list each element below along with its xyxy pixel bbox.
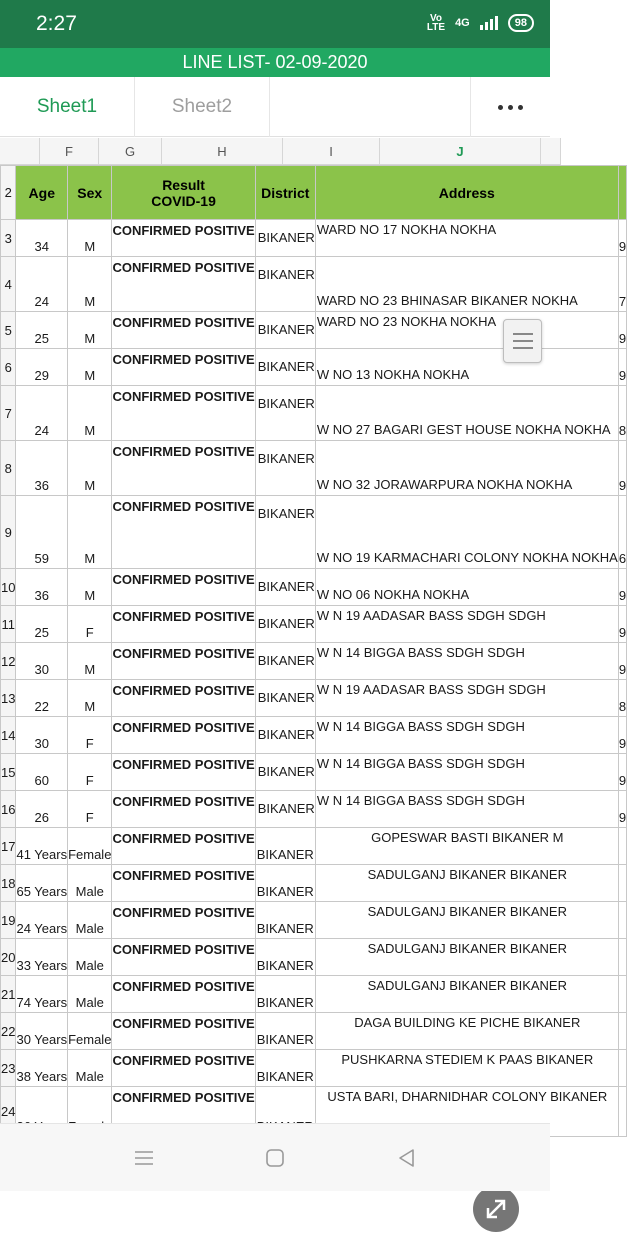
header-address[interactable]: Address	[315, 166, 618, 220]
cell-address[interactable]: W N 14 BIGGA BASS SDGH SDGH	[315, 643, 618, 680]
cell-sex[interactable]: Male	[68, 976, 112, 1013]
row-number[interactable]: 19	[1, 902, 16, 939]
column-header-bar	[0, 138, 560, 165]
row-number[interactable]: 15	[1, 754, 16, 791]
cell-district[interactable]: BIKANER	[255, 865, 315, 902]
cell-k[interactable]: 6	[618, 496, 626, 569]
cell-sex[interactable]: M	[68, 643, 112, 680]
table-row	[1, 865, 627, 902]
row-number[interactable]: 21	[1, 976, 16, 1013]
column-header-i[interactable]: I	[283, 138, 380, 165]
cell-sex[interactable]: Male	[68, 939, 112, 976]
row-number[interactable]: 11	[1, 606, 16, 643]
tab-sheet1[interactable]: Sheet1	[0, 77, 135, 137]
cell-result[interactable]: CONFIRMED POSITIVE	[112, 902, 255, 939]
more-dots-icon[interactable]	[470, 77, 550, 137]
cell-result[interactable]: CONFIRMED POSITIVE	[112, 717, 255, 754]
cell-address[interactable]: W NO 19 KARMACHARI COLONY NOKHA NOKHA	[315, 496, 618, 569]
cell-address[interactable]: WARD NO 23 NOKHA NOKHA	[315, 312, 618, 349]
cell-district[interactable]: BIKANER	[255, 791, 315, 828]
row-number[interactable]: 18	[1, 865, 16, 902]
row-number[interactable]: 17	[1, 828, 16, 865]
cell-district[interactable]: BIKANER	[255, 976, 315, 1013]
row-number[interactable]: 23	[1, 1050, 16, 1087]
cell-sex[interactable]: M	[68, 312, 112, 349]
table-row	[1, 717, 627, 754]
cell-district[interactable]: BIKANER	[255, 902, 315, 939]
table-row	[1, 386, 627, 441]
cell-age[interactable]: 74 Years	[16, 976, 68, 1013]
cell-result[interactable]: CONFIRMED POSITIVE	[112, 257, 255, 312]
table-row	[1, 976, 627, 1013]
cell-sex[interactable]: M	[68, 441, 112, 496]
cell-address[interactable]: PUSHKARNA STEDIEM K PAAS BIKANER	[315, 1050, 618, 1087]
cell-district[interactable]: BIKANER	[255, 386, 315, 441]
cell-district[interactable]: BIKANER	[255, 441, 315, 496]
navigation-bar	[0, 1123, 550, 1191]
row-number[interactable]: 10	[1, 569, 16, 606]
row-number[interactable]: 22	[1, 1013, 16, 1050]
cell-address[interactable]: W N 14 BIGGA BASS SDGH SDGH	[315, 791, 618, 828]
cell-k[interactable]: 8	[618, 386, 626, 441]
table-row	[1, 1013, 627, 1050]
table-row	[1, 496, 627, 569]
sheet-table	[0, 165, 627, 1137]
cell-age[interactable]: 36	[16, 569, 68, 606]
cell-sex[interactable]: F	[68, 717, 112, 754]
cell-district[interactable]: BIKANER	[255, 257, 315, 312]
document-title: LINE LIST- 02-09-2020	[0, 48, 550, 77]
cell-result[interactable]: CONFIRMED POSITIVE	[112, 496, 255, 569]
cell-sex[interactable]: Male	[68, 865, 112, 902]
cell-sex[interactable]: M	[68, 220, 112, 257]
cell-district[interactable]: BIKANER	[255, 1013, 315, 1050]
cell-result[interactable]: CONFIRMED POSITIVE	[112, 606, 255, 643]
expand-arrows-icon[interactable]	[473, 1186, 519, 1232]
cell-result[interactable]: CONFIRMED POSITIVE	[112, 976, 255, 1013]
back-nav-icon[interactable]	[376, 1124, 436, 1192]
cell-age[interactable]: 30	[16, 643, 68, 680]
cell-age[interactable]: 24	[16, 257, 68, 312]
cell-k[interactable]: 9	[618, 717, 626, 754]
signal-icon	[480, 16, 498, 30]
cell-sex[interactable]: M	[68, 496, 112, 569]
cell-address[interactable]: GOPESWAR BASTI BIKANER M	[315, 828, 618, 865]
cell-result[interactable]: CONFIRMED POSITIVE	[112, 1087, 255, 1137]
table-row	[1, 939, 627, 976]
cell-address[interactable]: W N 19 AADASAR BASS SDGH SDGH	[315, 606, 618, 643]
cell-district[interactable]: BIKANER	[255, 754, 315, 791]
cell-age[interactable]: 26	[16, 791, 68, 828]
row-number[interactable]: 3	[1, 220, 16, 257]
column-header-g[interactable]: G	[99, 138, 162, 165]
cell-address[interactable]: DAGA BUILDING KE PICHE BIKANER	[315, 1013, 618, 1050]
corner-cell[interactable]	[0, 138, 40, 165]
row-number[interactable]: 5	[1, 312, 16, 349]
column-header-h[interactable]: H	[162, 138, 283, 165]
cell-sex[interactable]: M	[68, 349, 112, 386]
cell-result[interactable]: CONFIRMED POSITIVE	[112, 441, 255, 496]
cell-address[interactable]: WARD NO 17 NOKHA NOKHA	[315, 220, 618, 257]
cell-k[interactable]: 7	[618, 257, 626, 312]
cell-k[interactable]: 9	[618, 441, 626, 496]
cell-k[interactable]: 9	[618, 349, 626, 386]
cell-address[interactable]: W NO 32 JORAWARPURA NOKHA NOKHA	[315, 441, 618, 496]
cell-address[interactable]: W N 14 BIGGA BASS SDGH SDGH	[315, 717, 618, 754]
table-row	[1, 828, 627, 865]
cell-result[interactable]: CONFIRMED POSITIVE	[112, 754, 255, 791]
table-row	[1, 643, 627, 680]
cell-age[interactable]: 38 Years	[16, 1050, 68, 1087]
cell-sex[interactable]: Female	[68, 828, 112, 865]
home-nav-icon[interactable]	[245, 1124, 305, 1192]
cell-age[interactable]: 60	[16, 754, 68, 791]
table-row	[1, 257, 627, 312]
cell-sex[interactable]: M	[68, 257, 112, 312]
table-row	[1, 441, 627, 496]
row-number[interactable]: 13	[1, 680, 16, 717]
status-time: 2:27	[36, 12, 77, 35]
cell-district[interactable]: BIKANER	[255, 828, 315, 865]
row-number[interactable]: 14	[1, 717, 16, 754]
cell-k[interactable]: 9	[618, 220, 626, 257]
cell-district[interactable]: BIKANER	[255, 496, 315, 569]
cell-age[interactable]: 59	[16, 496, 68, 569]
cell-result[interactable]: CONFIRMED POSITIVE	[112, 1050, 255, 1087]
cell-result[interactable]: CONFIRMED POSITIVE	[112, 220, 255, 257]
cell-result[interactable]: CONFIRMED POSITIVE	[112, 828, 255, 865]
cell-k[interactable]	[618, 865, 626, 902]
cell-sex[interactable]: M	[68, 569, 112, 606]
cell-address[interactable]: W NO 06 NOKHA NOKHA	[315, 569, 618, 606]
cell-district[interactable]: BIKANER	[255, 680, 315, 717]
cell-district[interactable]: BIKANER	[255, 569, 315, 606]
column-header-j[interactable]: J	[380, 138, 541, 165]
cell-district[interactable]: BIKANER	[255, 349, 315, 386]
cell-sex[interactable]: F	[68, 754, 112, 791]
cell-district[interactable]: BIKANER	[255, 939, 315, 976]
cell-result[interactable]: CONFIRMED POSITIVE	[112, 569, 255, 606]
cell-address[interactable]: SADULGANJ BIKANER BIKANER	[315, 902, 618, 939]
header-sex[interactable]: Sex	[68, 166, 112, 220]
column-header-k[interactable]	[541, 138, 561, 165]
cell-age[interactable]: 22	[16, 680, 68, 717]
cell-k[interactable]: 9	[618, 791, 626, 828]
cell-result[interactable]: CONFIRMED POSITIVE	[112, 349, 255, 386]
cell-k[interactable]	[618, 1087, 626, 1137]
row-number[interactable]: 4	[1, 257, 16, 312]
cell-district[interactable]: BIKANER	[255, 220, 315, 257]
cell-sex[interactable]: M	[68, 386, 112, 441]
table-row	[1, 791, 627, 828]
cell-district[interactable]: BIKANER	[255, 717, 315, 754]
table-row	[1, 754, 627, 791]
cell-age[interactable]: 24 Years	[16, 902, 68, 939]
cell-k[interactable]	[618, 1013, 626, 1050]
spreadsheet-grid[interactable]	[0, 138, 627, 1123]
cell-age[interactable]: 30 Years	[16, 1013, 68, 1050]
cell-result[interactable]: CONFIRMED POSITIVE	[112, 680, 255, 717]
cell-district[interactable]: BIKANER	[255, 1050, 315, 1087]
cell-address[interactable]: SADULGANJ BIKANER BIKANER	[315, 865, 618, 902]
cell-sex[interactable]: F	[68, 791, 112, 828]
cell-age[interactable]: 30	[16, 717, 68, 754]
cell-address[interactable]: SADULGANJ BIKANER BIKANER	[315, 976, 618, 1013]
header-result[interactable]: Result COVID-19	[112, 166, 255, 220]
row-number[interactable]: 9	[1, 496, 16, 569]
row-number[interactable]: 24	[1, 1087, 16, 1137]
cell-k[interactable]: 9	[618, 312, 626, 349]
header-age[interactable]: Age	[16, 166, 68, 220]
cell-age[interactable]: 24	[16, 386, 68, 441]
table-row	[1, 220, 627, 257]
cell-k[interactable]	[618, 939, 626, 976]
network-type: 4G	[455, 17, 470, 29]
cell-k[interactable]: 9	[618, 569, 626, 606]
cell-district[interactable]: BIKANER	[255, 312, 315, 349]
cell-age[interactable]: 33 Years	[16, 939, 68, 976]
cell-k[interactable]: 9	[618, 754, 626, 791]
header-district[interactable]: District	[255, 166, 315, 220]
cell-result[interactable]: CONFIRMED POSITIVE	[112, 939, 255, 976]
cell-k[interactable]	[618, 1050, 626, 1087]
row-number[interactable]: 6	[1, 349, 16, 386]
table-row	[1, 606, 627, 643]
cell-sex[interactable]: M	[68, 680, 112, 717]
cell-result[interactable]: CONFIRMED POSITIVE	[112, 791, 255, 828]
cell-age[interactable]: 41 Years	[16, 828, 68, 865]
header-k[interactable]	[618, 166, 626, 220]
status-icons	[427, 14, 534, 32]
cell-age[interactable]: 25	[16, 606, 68, 643]
cell-address[interactable]: W NO 13 NOKHA NOKHA	[315, 349, 618, 386]
status-bar	[0, 0, 550, 48]
column-header-f[interactable]: F	[40, 138, 99, 165]
cell-result[interactable]: CONFIRMED POSITIVE	[112, 386, 255, 441]
cell-result[interactable]: CONFIRMED POSITIVE	[112, 312, 255, 349]
cell-result[interactable]: CONFIRMED POSITIVE	[112, 865, 255, 902]
cell-age[interactable]: 65 Years	[16, 865, 68, 902]
volte-icon: Vo LTE	[426, 13, 446, 33]
cell-k[interactable]	[618, 828, 626, 865]
cell-age[interactable]: 29	[16, 349, 68, 386]
cell-address[interactable]: SADULGANJ BIKANER BIKANER	[315, 939, 618, 976]
table-row	[1, 569, 627, 606]
table-row	[1, 680, 627, 717]
table-row	[1, 1050, 627, 1087]
cell-address[interactable]: W N 19 AADASAR BASS SDGH SDGH	[315, 680, 618, 717]
menu-lines-icon[interactable]	[503, 319, 542, 363]
row-number[interactable]: 16	[1, 791, 16, 828]
cell-age[interactable]: 36	[16, 441, 68, 496]
cell-result[interactable]: CONFIRMED POSITIVE	[112, 1013, 255, 1050]
table-row	[1, 902, 627, 939]
header-row	[1, 166, 627, 220]
row-number[interactable]: 8	[1, 441, 16, 496]
row-number[interactable]: 20	[1, 939, 16, 976]
row-number[interactable]: 12	[1, 643, 16, 680]
cell-k[interactable]: 9	[618, 643, 626, 680]
cell-address[interactable]: W NO 27 BAGARI GEST HOUSE NOKHA NOKHA	[315, 386, 618, 441]
cell-k[interactable]: 8	[618, 680, 626, 717]
cell-result[interactable]: CONFIRMED POSITIVE	[112, 643, 255, 680]
cell-k[interactable]	[618, 976, 626, 1013]
cell-sex[interactable]: Female	[68, 1013, 112, 1050]
row-number[interactable]: 2	[1, 166, 16, 220]
tab-sheet2[interactable]: Sheet2	[135, 77, 270, 137]
cell-address[interactable]: WARD NO 23 BHINASAR BIKANER NOKHA	[315, 257, 618, 312]
cell-k[interactable]: 9	[618, 606, 626, 643]
battery-indicator: 98	[508, 14, 534, 32]
cell-sex[interactable]: F	[68, 606, 112, 643]
cell-sex[interactable]: Male	[68, 1050, 112, 1087]
cell-address[interactable]: USTA BARI, DHARNIDHAR COLONY BIKANER	[315, 1087, 618, 1137]
menu-nav-icon[interactable]	[114, 1124, 174, 1192]
cell-district[interactable]: BIKANER	[255, 643, 315, 680]
row-number[interactable]: 7	[1, 386, 16, 441]
cell-district[interactable]: BIKANER	[255, 606, 315, 643]
cell-age[interactable]: 34	[16, 220, 68, 257]
cell-sex[interactable]: Male	[68, 902, 112, 939]
cell-address[interactable]: W N 14 BIGGA BASS SDGH SDGH	[315, 754, 618, 791]
cell-k[interactable]	[618, 902, 626, 939]
sheet-tabs	[0, 77, 550, 137]
cell-age[interactable]: 25	[16, 312, 68, 349]
